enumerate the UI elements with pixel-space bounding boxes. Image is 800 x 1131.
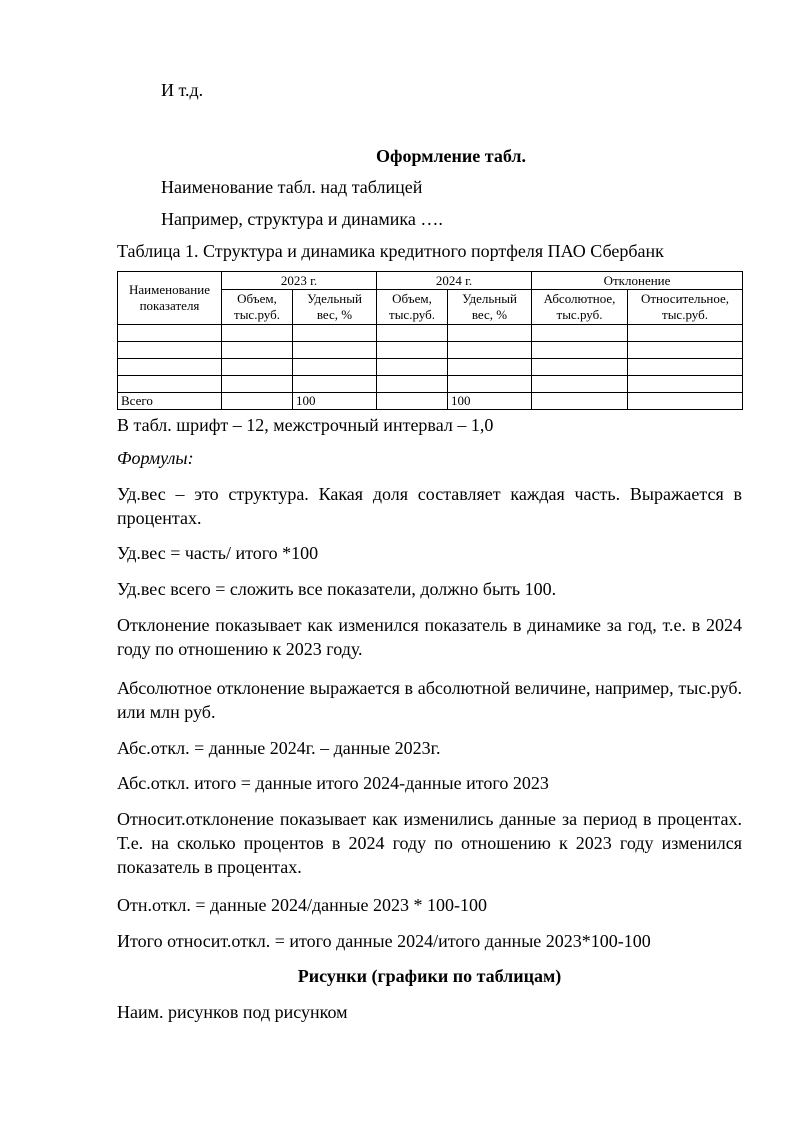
rel-deviation-total: Итого относит.откл. = итого данные 2024/итого данные 2023*100-100 xyxy=(117,931,651,951)
table-total-row xyxy=(118,393,743,410)
col-share-2023: Удельный вес, % xyxy=(293,290,377,325)
rel-deviation-formula: Отн.откл. = данные 2024/данные 2023 * 100-100 xyxy=(117,895,487,915)
table-row xyxy=(118,376,743,393)
group-header-2023: 2023 г. xyxy=(222,272,377,290)
total-share-2023: 100 xyxy=(293,393,377,410)
col-rel-deviation: Относительное, тыс.руб. xyxy=(628,290,743,325)
group-header-deviation: Отклонение xyxy=(532,272,743,290)
etc-line: И т.д. xyxy=(161,80,204,100)
col-share-2024: Удельный вес, % xyxy=(448,290,532,325)
abs-deviation-formula: Абс.откл. = данные 2024г. – данные 2023г. xyxy=(117,738,441,758)
col-volume-2023: Объем, тыс.руб. xyxy=(222,290,293,325)
heading-figures: Рисунки (графики по таблицам) xyxy=(297,966,562,986)
col-volume-2024: Объем, тыс.руб. xyxy=(377,290,448,325)
portfolio-table xyxy=(117,271,743,410)
deviation-definition: Отклонение показывает как изменился показатель в динамике за год, т.е. в 2024 году по отношению к 2023 году. xyxy=(117,615,742,659)
share-formula: Уд.вес = часть/ итого *100 xyxy=(117,543,319,563)
share-total-rule: Уд.вес всего = сложить все показатели, должно быть 100. xyxy=(117,579,557,599)
share-definition: Уд.вес – это структура. Какая доля составляет каждая часть. Выражается в процентах. xyxy=(117,484,742,528)
formulas-label: Формулы: xyxy=(117,448,194,468)
col-abs-deviation: Абсолютное, тыс.руб. xyxy=(532,290,628,325)
group-header-2024: 2024 г. xyxy=(377,272,532,290)
table-row xyxy=(118,359,743,376)
table-name-rule: Наименование табл. над таблицей xyxy=(161,177,423,197)
abs-deviation-total: Абс.откл. итого = данные итого 2024-данные итого 2023 xyxy=(117,773,549,793)
stub-header: Наименование показателя xyxy=(118,272,222,325)
font-rule: В табл. шрифт – 12, межстрочный интервал – 1,0 xyxy=(117,415,494,435)
total-label: Всего xyxy=(118,393,222,410)
table-header-row xyxy=(118,272,743,290)
table-caption: Таблица 1. Структура и динамика кредитного портфеля ПАО Сбербанк xyxy=(117,241,664,261)
table-row xyxy=(118,342,743,359)
example-line: Например, структура и динамика …. xyxy=(161,209,443,229)
rel-deviation-definition: Относит.отклонение показывает как изменились данные за период в процентах. Т.е. на сколько процентов в 2024 году по отношению к 2023 году изменился показатель в процентах. xyxy=(117,809,742,877)
table-row xyxy=(118,325,743,342)
figure-rule: Наим. рисунков под рисунком xyxy=(117,1002,348,1022)
total-share-2024: 100 xyxy=(448,393,532,410)
abs-deviation-definition: Абсолютное отклонение выражается в абсолютной величине, например, тыс.руб. или млн руб. xyxy=(117,678,742,722)
heading-tables: Оформление табл. xyxy=(376,146,526,166)
